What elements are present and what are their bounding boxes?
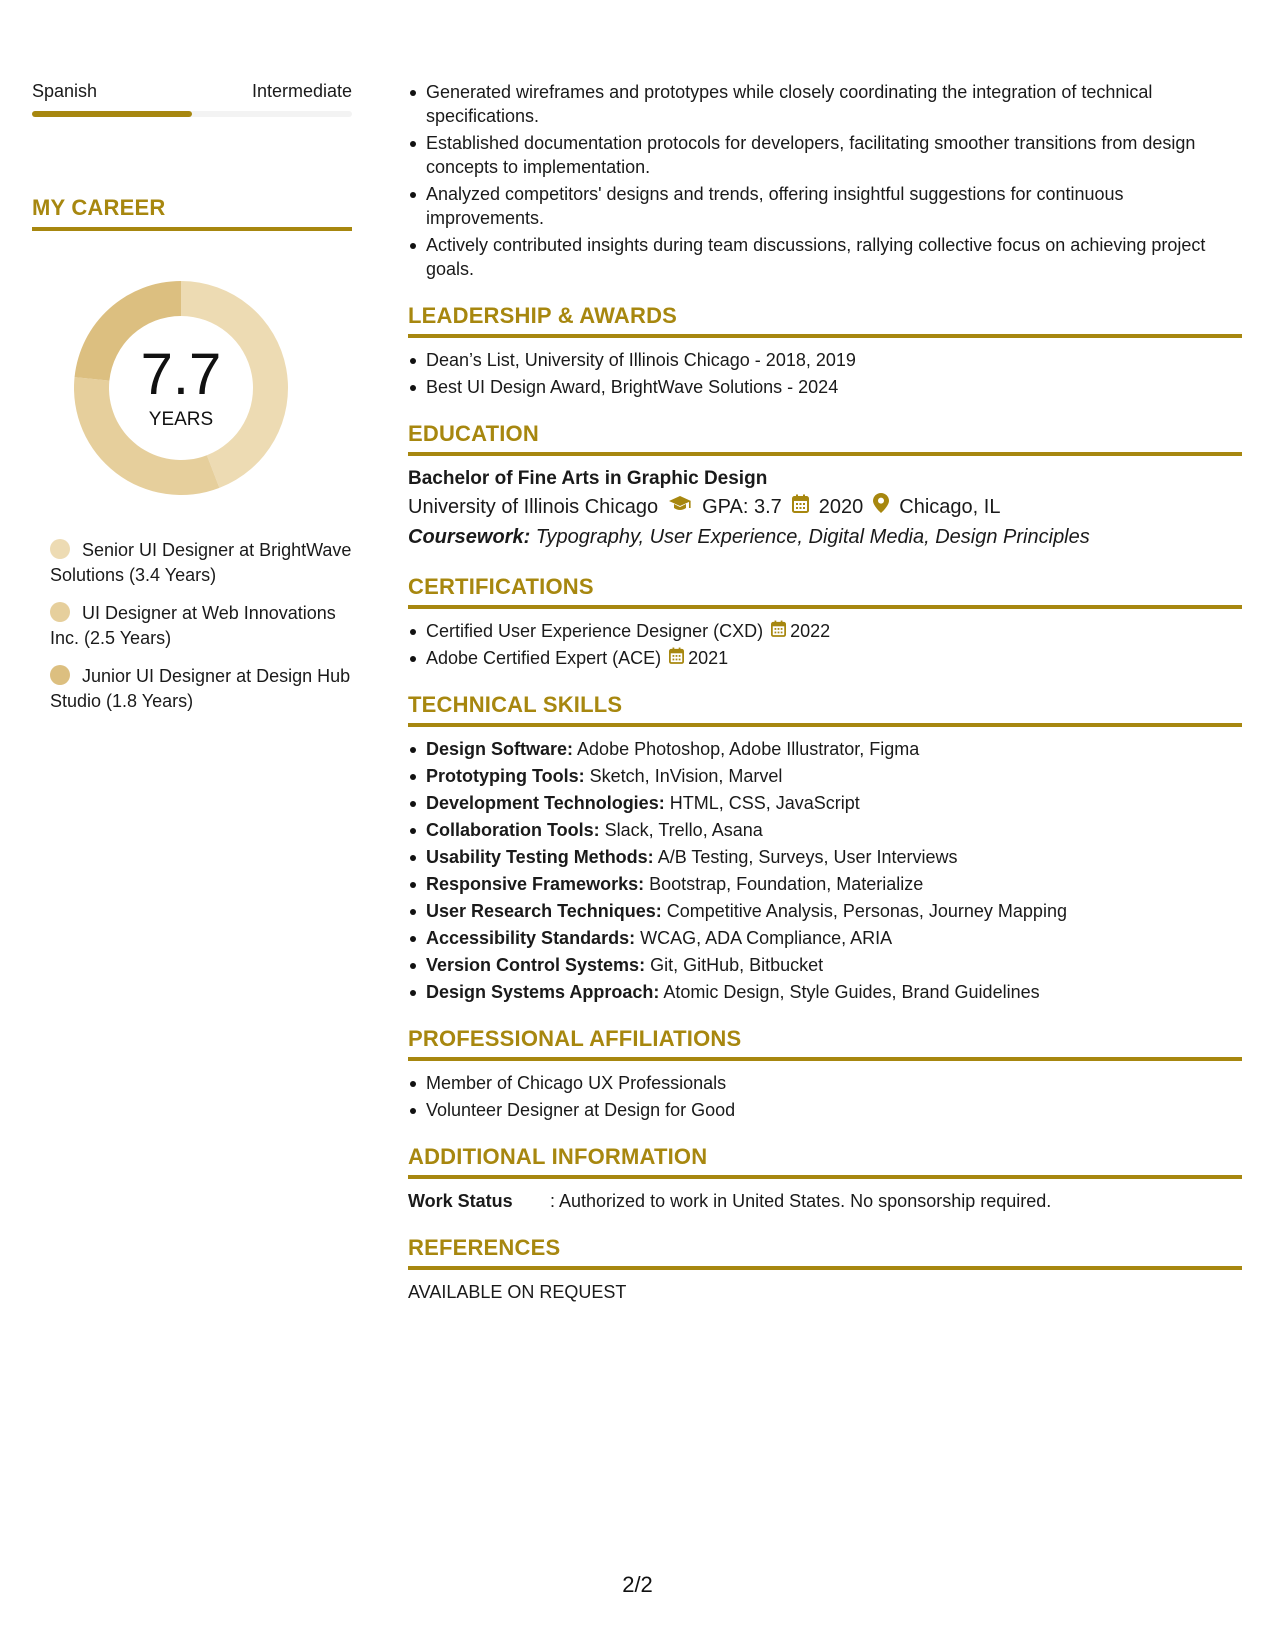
donut-center: [66, 273, 296, 503]
calendar-icon: [792, 492, 809, 522]
skill-values: Adobe Photoshop, Adobe Illustrator, Figma: [573, 739, 920, 759]
affiliations-heading: PROFESSIONAL AFFILIATIONS: [408, 1026, 742, 1051]
certification-item: [408, 619, 1242, 643]
work-status-label: Work Status: [408, 1191, 513, 1211]
skill-values: Git, GitHub, Bitbucket: [645, 955, 824, 975]
coursework-list: Typography, User Experience, Digital Media, Design Principles: [530, 526, 1090, 548]
skills-heading: TECHNICAL SKILLS: [408, 692, 623, 717]
skill-values: WCAG, ADA Compliance, ARIA: [635, 928, 893, 948]
career-legend: [32, 538, 352, 714]
skills-list: [408, 737, 1242, 1004]
skill-item: [408, 980, 1242, 1004]
skill-item: [408, 926, 1242, 950]
experience-bullets: [408, 80, 1242, 281]
certification-item: [408, 646, 1242, 670]
skill-values: A/B Testing, Surveys, User Interviews: [653, 847, 958, 867]
experience-bullet-item: Analyzed competitors' designs and trends, offering insightful suggestions for continuous improvements.: [408, 182, 1242, 230]
skill-category: Prototyping Tools:: [426, 766, 585, 786]
career-heading-rule: [32, 227, 352, 231]
references-rule: [408, 1266, 1242, 1270]
page-number: 2/2: [622, 1572, 653, 1597]
affiliation-item: Member of Chicago UX Professionals: [408, 1071, 1242, 1095]
skill-category: Design Software:: [426, 739, 574, 759]
career-donut-chart: [66, 273, 296, 503]
leadership-list: [408, 348, 1242, 399]
certification-name: Adobe Certified Expert (ACE): [426, 648, 662, 668]
school-name: University of Illinois Chicago: [408, 496, 659, 518]
skill-item: [408, 953, 1242, 977]
affiliation-item: Volunteer Designer at Design for Good: [408, 1098, 1242, 1122]
skill-item: [408, 737, 1242, 761]
work-status-value: : Authorized to work in United States. No sponsorship required.: [550, 1191, 1052, 1211]
skill-category: Version Control Systems:: [426, 955, 646, 975]
certification-date: [661, 646, 728, 670]
education-details: [408, 492, 1242, 522]
skill-item: [408, 818, 1242, 842]
skill-values: HTML, CSS, JavaScript: [664, 793, 860, 813]
map-pin-icon: [873, 492, 889, 522]
skill-category: Accessibility Standards:: [426, 928, 636, 948]
skill-values: Atomic Design, Style Guides, Brand Guidelines: [659, 982, 1040, 1002]
leadership-heading: LEADERSHIP & AWARDS: [408, 303, 678, 328]
additional-heading: ADDITIONAL INFORMATION: [408, 1144, 708, 1169]
leadership-item: Dean’s List, University of Illinois Chicago - 2018, 2019: [408, 348, 1242, 372]
career-total-unit: YEARS: [148, 409, 214, 430]
leadership-rule: [408, 334, 1242, 338]
skill-item: [408, 872, 1242, 896]
certifications-rule: [408, 605, 1242, 609]
certifications-list: [408, 619, 1242, 670]
language-name: Spanish: [32, 81, 98, 101]
legend-dot-icon: [50, 602, 70, 622]
additional-rule: [408, 1175, 1242, 1179]
language-level: Intermediate: [251, 81, 352, 101]
legend-dot-icon: [50, 665, 70, 685]
affiliations-rule: [408, 1057, 1242, 1061]
work-status-row: [408, 1189, 1242, 1213]
calendar-icon: [763, 619, 790, 643]
experience-bullet-item: Established documentation protocols for developers, facilitating smoother transitions from design concepts to implementation.: [408, 131, 1242, 179]
references-heading: REFERENCES: [408, 1235, 561, 1260]
career-legend-item: [50, 664, 352, 714]
skill-values: Bootstrap, Foundation, Materialize: [644, 874, 924, 894]
left-column: [32, 80, 352, 727]
references-text: AVAILABLE ON REQUEST: [408, 1282, 627, 1302]
skill-category: Collaboration Tools:: [426, 820, 600, 840]
leadership-item: Best UI Design Award, BrightWave Solutions - 2024: [408, 375, 1242, 399]
certification-name: Certified User Experience Designer (CXD): [426, 621, 764, 641]
graduation-cap-icon: [668, 492, 692, 522]
certification-year: 2021: [688, 648, 729, 668]
education-location: Chicago, IL: [899, 496, 1001, 518]
skill-values: Competitive Analysis, Personas, Journey Mapping: [661, 901, 1067, 921]
legend-label: Senior UI Designer at BrightWave Solutions (3.4 Years): [50, 540, 352, 585]
career-legend-item: [50, 538, 352, 588]
legend-label: UI Designer at Web Innovations Inc. (2.5 Years): [50, 603, 336, 648]
legend-dot-icon: [50, 539, 70, 559]
certification-date: [763, 619, 830, 643]
calendar-icon: [661, 646, 688, 670]
skill-category: Development Technologies:: [426, 793, 665, 813]
experience-bullet-item: Generated wireframes and prototypes while closely coordinating the integration of technical specifications.: [408, 80, 1242, 128]
coursework-label: Coursework:: [408, 526, 531, 548]
skill-category: Responsive Frameworks:: [426, 874, 645, 894]
language-row: [32, 80, 352, 102]
degree-title: Bachelor of Fine Arts in Graphic Design: [408, 468, 768, 489]
graduation-year: 2020: [818, 496, 864, 518]
career-total-value: 7.7: [140, 342, 222, 407]
skill-values: Sketch, InVision, Marvel: [584, 766, 783, 786]
education-heading: EDUCATION: [408, 421, 539, 446]
language-proficiency-bar: [32, 111, 352, 117]
legend-label: Junior UI Designer at Design Hub Studio (1.8 Years): [50, 666, 351, 711]
certifications-heading: CERTIFICATIONS: [408, 574, 594, 599]
certification-year: 2022: [790, 621, 831, 641]
skill-item: [408, 899, 1242, 923]
education-rule: [408, 452, 1242, 456]
skill-category: User Research Techniques:: [426, 901, 662, 921]
skill-item: [408, 764, 1242, 788]
career-legend-item: [50, 601, 352, 651]
affiliations-list: [408, 1071, 1242, 1122]
skill-category: Design Systems Approach:: [426, 982, 660, 1002]
skill-item: [408, 845, 1242, 869]
right-column: [408, 80, 1242, 1304]
language-proficiency-fill: [32, 111, 192, 117]
coursework: [408, 522, 1242, 552]
skills-rule: [408, 723, 1242, 727]
skill-values: Slack, Trello, Asana: [599, 820, 763, 840]
career-heading: MY CAREER: [32, 195, 166, 220]
gpa: GPA: 3.7: [702, 496, 782, 518]
skill-category: Usability Testing Methods:: [426, 847, 654, 867]
skill-item: [408, 791, 1242, 815]
experience-bullet-item: Actively contributed insights during team discussions, rallying collective focus on achieving project goals.: [408, 233, 1242, 281]
